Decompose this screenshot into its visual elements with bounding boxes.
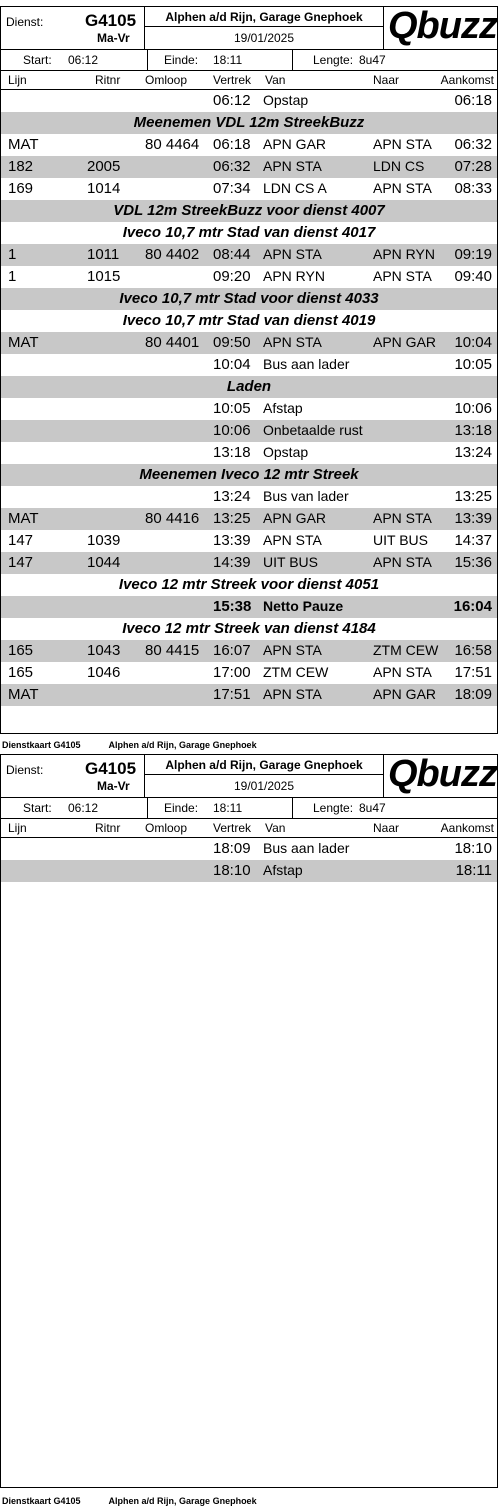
cell-omloop: 80 4402 (145, 246, 200, 263)
cell-naar: APN STA (373, 136, 432, 152)
col-naar: Naar (373, 73, 400, 87)
cell-vertrek: 15:38 (213, 598, 252, 615)
cell-omloop: 80 4401 (145, 334, 200, 351)
lengte-value: 8u47 (359, 801, 386, 815)
section-title: Iveco 10,7 mtr Stad voor dienst 4033 (119, 290, 379, 307)
col-vertrek: Vertrek (213, 73, 252, 87)
cell-vertrek: 13:39 (213, 532, 251, 549)
trip-row (1, 134, 497, 156)
cell-omloop: 80 4464 (145, 136, 200, 153)
cell-ritnr: 1011 (87, 246, 120, 263)
cell-ritnr: 1043 (87, 642, 121, 659)
cell-vertrek: 09:20 (213, 268, 251, 285)
col-vertrek: Vertrek (213, 821, 252, 835)
trip-row (1, 662, 497, 684)
garage-location: Alphen a/d Rijn, Garage Gnephoek (144, 7, 384, 27)
dienst-label: Dienst: (6, 763, 44, 777)
cell-vertrek: 08:44 (213, 246, 251, 263)
cell-vertrek: 13:25 (213, 510, 251, 527)
duty-times (1, 50, 497, 71)
cell-aankomst: 07:28 (454, 158, 492, 175)
garage-location: Alphen a/d Rijn, Garage Gnephoek (144, 755, 384, 775)
section-title: Meenemen VDL 12m StreekBuzz (133, 114, 365, 131)
cell-lijn: MAT (8, 334, 39, 351)
cell-naar: APN STA (373, 268, 432, 284)
cell-lijn: 147 (8, 532, 34, 549)
cell-ritnr: 1015 (87, 268, 121, 285)
cell-naar: UIT BUS (373, 532, 428, 548)
col-omloop: Omloop (145, 73, 188, 87)
lengte-label: Lengte: (313, 801, 354, 815)
cell-vertrek: 18:09 (213, 840, 251, 857)
col-lijn: Lijn (8, 821, 27, 835)
cell-lijn: 1 (8, 246, 17, 263)
trip-row (1, 354, 497, 376)
col-lijn: Lijn (8, 73, 27, 87)
cell-aankomst: 08:33 (454, 180, 492, 197)
cell-vertrek: 10:04 (213, 356, 251, 373)
cell-ritnr: 2005 (87, 158, 121, 175)
cell-aankomst: 18:11 (455, 862, 492, 879)
cell-aankomst: 13:39 (454, 510, 492, 527)
trip-row (1, 486, 497, 508)
cell-van: APN RYN (263, 268, 325, 284)
qbuzz-logo: Qbuzz (388, 753, 497, 795)
cell-aankomst: 10:05 (454, 356, 492, 373)
trip-row (1, 332, 497, 354)
einde-time: 18:11 (213, 801, 243, 815)
section-title: Iveco 10,7 mtr Stad van dienst 4019 (122, 312, 376, 329)
col-van: Van (265, 73, 286, 87)
trip-row (1, 398, 497, 420)
footer-label: Dienstkaart G4105 (2, 740, 81, 750)
cell-van: Bus aan lader (263, 840, 350, 856)
cell-vertrek: 13:18 (213, 444, 251, 461)
cell-van: Netto Pauze (263, 598, 344, 614)
cell-vertrek: 18:10 (213, 862, 251, 879)
cell-aankomst: 13:24 (454, 444, 492, 461)
cell-lijn: 147 (8, 554, 34, 571)
start-time: 06:12 (68, 53, 99, 67)
section-header (1, 200, 497, 222)
cell-vertrek: 16:07 (213, 642, 251, 659)
einde-time: 18:11 (213, 53, 243, 67)
section-header (1, 574, 497, 596)
cell-aankomst: 06:32 (454, 136, 492, 153)
cell-lijn: MAT (8, 510, 39, 527)
cell-vertrek: 06:18 (213, 136, 251, 153)
duty-date: 19/01/2025 (144, 27, 384, 49)
cell-lijn: MAT (8, 686, 39, 703)
cell-lijn: 1 (8, 268, 17, 285)
cell-naar: APN STA (373, 664, 432, 680)
cell-van: ZTM CEW (263, 664, 329, 680)
cell-van: APN GAR (263, 510, 327, 526)
col-aankomst: Aankomst (440, 821, 494, 835)
start-label: Start: (23, 53, 52, 67)
cell-naar: APN STA (373, 180, 432, 196)
cell-naar: APN STA (373, 554, 432, 570)
cell-van: APN STA (263, 686, 322, 702)
cell-van: Afstap (263, 862, 303, 878)
cell-omloop: 80 4415 (145, 642, 200, 659)
cell-vertrek: 17:00 (213, 664, 251, 681)
cell-aankomst: 10:04 (454, 334, 492, 351)
column-header (1, 71, 497, 90)
trip-row (1, 442, 497, 464)
trip-row (1, 420, 497, 442)
trip-row (1, 838, 497, 860)
cell-ritnr: 1046 (87, 664, 121, 681)
cell-aankomst: 13:18 (454, 422, 492, 439)
cell-van: LDN CS A (263, 180, 327, 196)
cell-van: APN STA (263, 158, 322, 174)
cell-van: APN STA (263, 532, 322, 548)
section-title: Iveco 10,7 mtr Stad van dienst 4017 (122, 224, 376, 241)
cell-van: Bus aan lader (263, 356, 350, 372)
dienst-days: Ma-Vr (97, 779, 130, 793)
trip-row (1, 860, 497, 882)
dienst-code: G4105 (85, 759, 137, 778)
cell-vertrek: 14:39 (213, 554, 251, 571)
cell-lijn: 169 (8, 180, 34, 197)
cell-aankomst: 10:06 (454, 400, 492, 417)
cell-ritnr: 1039 (87, 532, 121, 549)
card-header (1, 7, 497, 50)
section-header (1, 288, 497, 310)
cell-aankomst: 14:37 (454, 532, 492, 549)
col-ritnr: Ritnr (95, 821, 121, 835)
cell-ritnr: 1044 (87, 554, 121, 571)
section-title: Meenemen Iveco 12 mtr Streek (139, 466, 359, 483)
trip-row (1, 684, 497, 706)
cell-lijn: MAT (8, 136, 39, 153)
dienst-code: G4105 (85, 11, 137, 30)
cell-van: Onbetaalde rust (263, 422, 363, 438)
page-footer (2, 1496, 257, 1506)
cell-naar: APN RYN (373, 246, 435, 262)
cell-vertrek: 10:06 (213, 422, 251, 439)
cell-van: APN STA (263, 642, 322, 658)
trip-row (1, 244, 497, 266)
cell-naar: ZTM CEW (373, 642, 439, 658)
section-header (1, 310, 497, 332)
footer-location: Alphen a/d Rijn, Garage Gnephoek (108, 740, 257, 750)
cell-lijn: 165 (8, 664, 34, 681)
cell-aankomst: 16:58 (454, 642, 492, 659)
section-title: Laden (226, 378, 272, 395)
cell-lijn: 182 (8, 158, 34, 175)
cell-aankomst: 09:40 (454, 268, 492, 285)
col-van: Van (265, 821, 286, 835)
col-aankomst: Aankomst (440, 73, 494, 87)
cell-aankomst: 15:36 (454, 554, 492, 571)
card-header (1, 755, 497, 798)
cell-naar: APN STA (373, 510, 432, 526)
trip-rows (1, 90, 497, 706)
cell-aankomst: 16:04 (453, 598, 492, 615)
cell-lijn: 165 (8, 642, 34, 659)
duty-date: 19/01/2025 (144, 775, 384, 797)
section-title: Iveco 12 mtr Streek van dienst 4184 (122, 620, 376, 637)
col-naar: Naar (373, 821, 400, 835)
cell-vertrek: 13:24 (213, 488, 251, 505)
footer-label: Dienstkaart G4105 (2, 1496, 81, 1506)
trip-row (1, 90, 497, 112)
duty-card-page-2 (0, 754, 498, 1488)
cell-naar: LDN CS (373, 158, 425, 174)
cell-van: Afstap (263, 400, 303, 416)
trip-row (1, 640, 497, 662)
cell-naar: APN GAR (373, 334, 437, 350)
cell-vertrek: 10:05 (213, 400, 251, 417)
lengte-label: Lengte: (313, 53, 354, 67)
trip-row (1, 266, 497, 288)
page-footer (2, 740, 257, 750)
cell-vertrek: 17:51 (213, 686, 251, 703)
trip-rows (1, 838, 497, 882)
cell-ritnr: 1014 (87, 180, 121, 197)
column-header (1, 819, 497, 838)
cell-aankomst: 13:25 (454, 488, 492, 505)
cell-aankomst: 09:19 (454, 246, 492, 263)
trip-row (1, 178, 497, 200)
dienst-days: Ma-Vr (97, 31, 130, 45)
trip-row (1, 552, 497, 574)
cell-van: Bus van lader (263, 488, 349, 504)
cell-van: Opstap (263, 92, 309, 108)
trip-row (1, 596, 497, 618)
cell-van: APN GAR (263, 136, 327, 152)
dienst-label: Dienst: (6, 15, 44, 29)
qbuzz-logo: Qbuzz (388, 5, 497, 47)
cell-van: Opstap (263, 444, 309, 460)
einde-label: Einde: (164, 801, 199, 815)
trip-row (1, 508, 497, 530)
cell-vertrek: 06:12 (213, 92, 251, 109)
einde-label: Einde: (164, 53, 199, 67)
cell-vertrek: 07:34 (213, 180, 251, 197)
section-header (1, 112, 497, 134)
cell-van: APN STA (263, 334, 322, 350)
section-header (1, 376, 497, 398)
section-title: VDL 12m StreekBuzz voor dienst 4007 (113, 202, 385, 219)
cell-aankomst: 18:09 (454, 686, 492, 703)
section-title: Iveco 12 mtr Streek voor dienst 4051 (118, 576, 380, 593)
duty-times (1, 798, 497, 819)
col-ritnr: Ritnr (95, 73, 121, 87)
cell-vertrek: 06:32 (213, 158, 251, 175)
col-omloop: Omloop (145, 821, 188, 835)
cell-aankomst: 06:18 (454, 92, 492, 109)
section-header (1, 464, 497, 486)
cell-van: UIT BUS (263, 554, 318, 570)
duty-card-page-1 (0, 6, 498, 734)
cell-aankomst: 18:10 (454, 840, 492, 857)
cell-naar: APN GAR (373, 686, 437, 702)
cell-vertrek: 09:50 (213, 334, 251, 351)
footer-location: Alphen a/d Rijn, Garage Gnephoek (108, 1496, 257, 1506)
start-label: Start: (23, 801, 52, 815)
start-time: 06:12 (68, 801, 99, 815)
section-header (1, 222, 497, 244)
cell-van: APN STA (263, 246, 322, 262)
cell-omloop: 80 4416 (145, 510, 200, 527)
trip-row (1, 530, 497, 552)
cell-aankomst: 17:51 (454, 664, 492, 681)
section-header (1, 618, 497, 640)
trip-row (1, 156, 497, 178)
lengte-value: 8u47 (359, 53, 386, 67)
